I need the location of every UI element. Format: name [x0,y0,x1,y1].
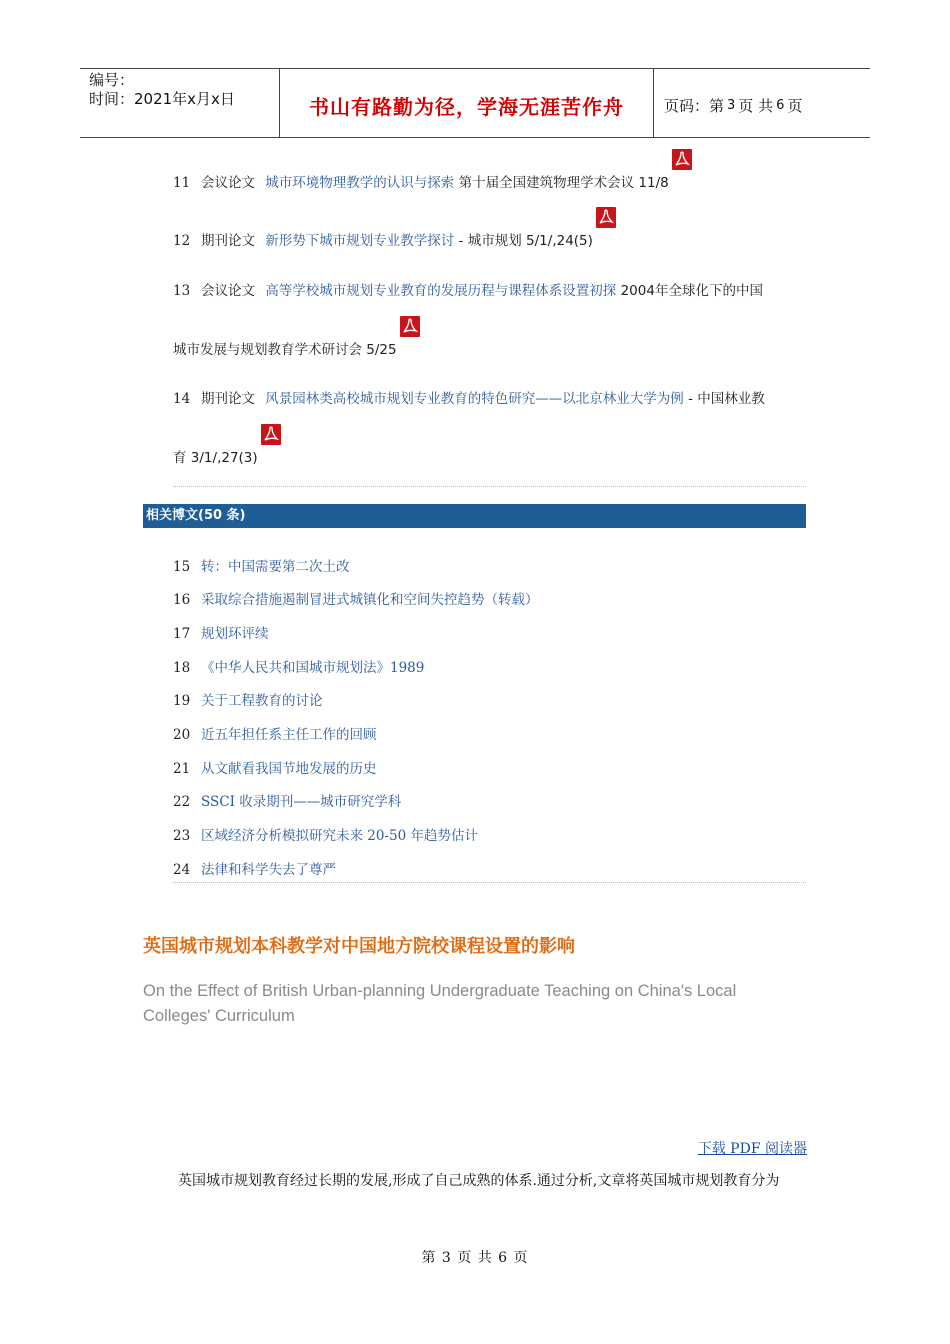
item-number: 18 [173,660,191,676]
page-current: 3 [727,97,736,113]
related-post-link[interactable]: 从文献看我国节地发展的历史 [201,761,377,777]
list-item [173,622,269,642]
entry-title-link[interactable]: 高等学校城市规划专业教育的发展历程与课程体系设置初探 [265,283,617,299]
article-title-chinese: 英国城市规划本科教学对中国地方院校课程设置的影响 [143,936,575,957]
entry-source-continued: 城市发展与规划教育学术研讨会 5/25 [173,342,397,358]
item-number: 15 [173,559,191,575]
pdf-icon[interactable] [261,424,281,445]
related-post-link[interactable]: 近五年担任系主任工作的回顾 [201,727,377,743]
item-number: 16 [173,592,191,608]
header-motto: 书山有路勤为径，学海无涯苦作舟 [280,69,654,137]
entry-number: 11 [173,175,191,191]
related-post-link[interactable]: 转：中国需要第二次土改 [201,559,350,575]
page-total: 6 [776,97,785,113]
entry-kind: 会议论文 [201,283,255,299]
divider [173,882,806,883]
related-post-link[interactable]: 关于工程教育的讨论 [201,693,323,709]
related-post-link[interactable]: 区域经济分析模拟研究未来 20-50 年趋势估计 [201,828,478,844]
entry-title-link[interactable]: 城市环境物理教学的认识与探索 [265,175,455,191]
list-item [173,279,763,299]
list-item [173,656,424,676]
entry-source: 第十届全国建筑物理学术会议 11/8 [458,175,669,191]
divider [173,486,806,487]
related-post-link[interactable]: 法律和科学失去了尊严 [201,862,336,878]
header-meta [80,69,280,137]
entry-kind: 期刊论文 [201,391,255,407]
entry-source: - 中国林业教 [688,391,765,407]
entry-number: 12 [173,233,191,249]
related-post-link[interactable]: SSCI 收录期刊——城市研究学科 [201,794,402,810]
item-number: 23 [173,828,191,844]
item-number: 19 [173,693,191,709]
article-title-english: On the Effect of British Urban-planning Undergraduate Teaching on China's Local Colleges' Curriculum [143,982,737,1025]
entry-kind: 期刊论文 [201,233,255,249]
item-number: 24 [173,862,191,878]
entry-number: 13 [173,283,191,299]
related-post-link[interactable]: 规划环评续 [201,626,269,642]
related-post-link[interactable]: 《中华人民共和国城市规划法》1989 [201,660,425,676]
page-footer: 第 3 页 共 6 页 [421,1250,529,1266]
entry-number: 14 [173,391,191,407]
list-item [173,229,616,249]
list-item [173,723,377,743]
related-post-link[interactable]: 采取综合措施遏制冒进式城镇化和空间失控趋势（转载） [201,592,539,608]
list-item [173,824,478,844]
list-item [173,588,539,608]
document-header [80,68,870,138]
entry-kind: 会议论文 [201,175,255,191]
list-item [173,387,765,407]
pdf-icon[interactable] [596,207,616,228]
item-number: 20 [173,727,191,743]
page-mid: 页 共 [738,96,774,115]
header-page-info [654,69,870,137]
entry-source: - 城市规划 5/1/,24(5) [458,233,593,249]
abstract-paragraph: 英国城市规划教育经过长期的发展,形成了自己成熟的体系.通过分析,文章将英国城市规划教育分为 [178,1173,780,1189]
entry-title-link[interactable]: 风景园林类高校城市规划专业教育的特色研究——以北京林业大学为例 [265,391,684,407]
pdf-icon[interactable] [400,316,420,337]
entry-title-link[interactable]: 新形势下城市规划专业教学探讨 [265,233,455,249]
pdf-icon[interactable] [672,149,692,170]
list-item [173,171,692,191]
number-label: 编号： [89,71,135,89]
page-prefix: 页码：第 [664,96,725,115]
list-item [173,790,401,810]
list-item [173,555,350,575]
list-item-continued [173,446,281,466]
list-item [173,858,336,878]
item-number: 17 [173,626,191,642]
download-pdf-reader-link[interactable]: 下载 PDF 阅读器 [697,1141,807,1157]
related-posts-header: 相关博文(50 条) [143,504,806,528]
entry-source-continued: 育 3/1/,27(3) [173,450,258,466]
list-item [173,689,323,709]
page-suffix: 页 [787,96,803,115]
time-label: 时间：2021年x月x日 [89,90,235,108]
list-item [173,757,377,777]
item-number: 22 [173,794,191,810]
entry-source: 2004年全球化下的中国 [620,283,763,299]
item-number: 21 [173,761,191,777]
list-item-continued [173,338,420,358]
